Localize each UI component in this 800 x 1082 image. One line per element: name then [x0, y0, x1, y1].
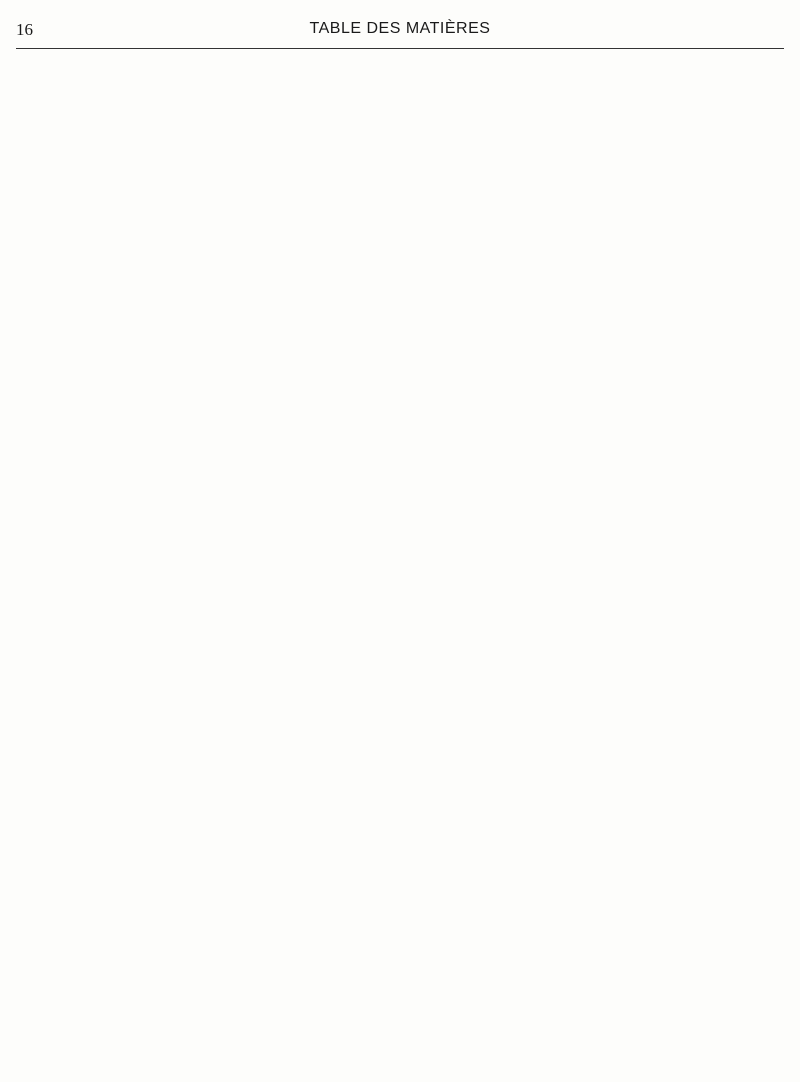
header-rule — [16, 48, 784, 49]
page-header — [0, 20, 800, 44]
page-number: 16 — [16, 20, 33, 39]
page-title: TABLE DES MATIÈRES — [309, 20, 491, 37]
